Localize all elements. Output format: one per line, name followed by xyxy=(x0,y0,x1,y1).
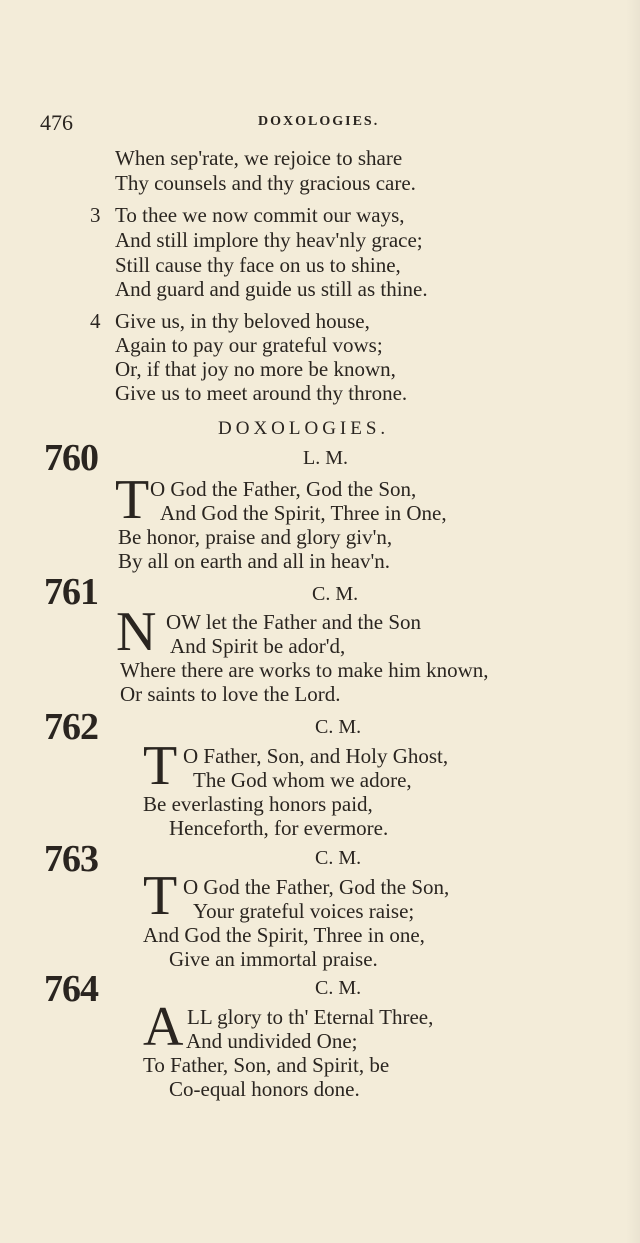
verse-line: And Spirit be ador'd, xyxy=(170,634,346,658)
hymn-meter: C. M. xyxy=(315,977,362,999)
verse-line: Give an immortal praise. xyxy=(169,947,378,971)
verse-line: When sep'rate, we rejoice to share xyxy=(115,146,403,170)
verse-line: The God whom we adore, xyxy=(193,768,412,792)
section-title: DOXOLOGIES. xyxy=(218,418,390,439)
hymn-number: 760 xyxy=(44,437,98,479)
verse-line: Where there are works to make him known, xyxy=(120,658,489,682)
verse-line: To Father, Son, and Spirit, be xyxy=(143,1053,390,1077)
verse-line: By all on earth and all in heav'n. xyxy=(118,549,391,573)
verse-line: Henceforth, for evermore. xyxy=(169,816,389,840)
hymn-meter: C. M. xyxy=(312,583,359,605)
hymn-number: 764 xyxy=(44,968,98,1010)
verse-line: OW let the Father and the Son xyxy=(166,610,422,634)
drop-cap: T xyxy=(143,865,178,927)
verse-line: Give us, in thy beloved house, xyxy=(115,309,370,333)
drop-cap: N xyxy=(116,601,157,663)
hymn-number: 761 xyxy=(44,571,98,613)
drop-cap: T xyxy=(143,735,178,797)
verse-line: Or saints to love the Lord. xyxy=(120,682,341,706)
drop-cap: A xyxy=(143,996,184,1058)
running-title: DOXOLOGIES. xyxy=(258,114,380,129)
verse-line: Thy counsels and thy gracious care. xyxy=(115,171,416,195)
verse-line: Again to pay our grateful vows; xyxy=(115,333,383,357)
page-edge-shadow xyxy=(626,0,640,1243)
hymn-meter: C. M. xyxy=(315,716,362,738)
verse-line: Give us to meet around thy throne. xyxy=(115,381,408,405)
verse-line: Be everlasting honors paid, xyxy=(143,792,373,816)
verse-number: 3 xyxy=(90,203,101,227)
verse-line: And undivided One; xyxy=(186,1029,358,1053)
verse-line: Co-equal honors done. xyxy=(169,1077,360,1101)
page-number: 476 xyxy=(40,110,73,135)
verse-line: LL glory to th' Eternal Three, xyxy=(187,1005,434,1029)
drop-cap: T xyxy=(115,469,150,531)
hymn-meter: C. M. xyxy=(315,847,362,869)
hymn-number: 762 xyxy=(44,706,98,748)
verse-line: O God the Father, God the Son, xyxy=(183,875,450,899)
verse-line: And God the Spirit, Three in one, xyxy=(143,923,425,947)
verse-line: And still implore thy heav'nly grace; xyxy=(115,228,423,252)
verse-line: Be honor, praise and glory giv'n, xyxy=(118,525,393,549)
verse-number: 4 xyxy=(90,309,101,333)
verse-line: Your grateful voices raise; xyxy=(193,899,415,923)
hymn-meter: L. M. xyxy=(303,447,348,469)
verse-line: Or, if that joy no more be known, xyxy=(115,357,396,381)
verse-line: To thee we now commit our ways, xyxy=(115,203,405,227)
hymn-number: 763 xyxy=(44,838,98,880)
verse-line: O God the Father, God the Son, xyxy=(150,477,417,501)
verse-line: O Father, Son, and Holy Ghost, xyxy=(183,744,449,768)
verse-line: Still cause thy face on us to shine, xyxy=(115,253,401,277)
verse-line: And God the Spirit, Three in One, xyxy=(160,501,447,525)
verse-line: And guard and guide us still as thine. xyxy=(115,277,428,301)
